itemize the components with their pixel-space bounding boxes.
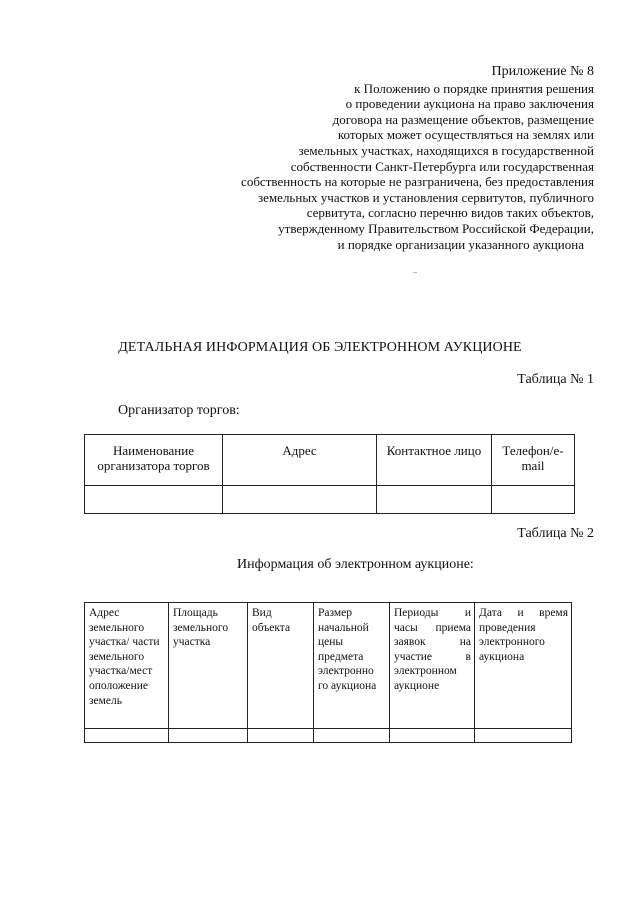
appendix-title: Приложение № 8 [491,64,594,79]
column-header-address: Адрес [223,435,377,486]
column-header-phone-email: Телефон/e-mail [492,435,575,486]
column-header-application-periods: Периоды и часы приема заявок на участие в электронном аукционе [390,603,475,729]
organizer-table [84,434,575,514]
column-header-land-address: Адрес земельного участка/ части земельного участка/мест оположение земель [85,603,169,729]
appendix-line: сервитута, согласно перечню видов таких объектов, [306,205,594,221]
table1-caption: Организатор торгов: [118,403,240,418]
appendix-line: собственности Санкт-Петербурга или государственная [290,158,594,174]
table-cell [85,729,169,743]
appendix-line: к Положению о порядке принятия решения [354,80,594,96]
column-header-land-area: Площадь земельного участка [169,603,248,729]
table1-label: Таблица № 1 [517,372,594,387]
appendix-line: земельных участках, находящихся в государственной [298,142,594,158]
appendix-line: которых может осуществляться на землях или [337,127,594,143]
appendix-line: о проведении аукциона на право заключения [345,96,594,112]
table-row [85,729,572,743]
auction-info-table [84,602,572,743]
column-header-initial-price: Размер начальной цены предмета электроннo го аукциона [314,603,390,729]
table-cell [248,729,314,743]
column-header-auction-datetime: Дата и время проведения электронного аукциона [475,603,572,729]
table-header-row [85,435,575,486]
appendix-header [164,64,594,252]
table-cell [314,729,390,743]
table-cell [169,729,248,743]
appendix-line: утвержденному Правительством Российской Федерации, [278,220,594,236]
column-header-object-type: Вид объекта [248,603,314,729]
table2-label: Таблица № 2 [517,526,594,541]
column-header-organizer-name: Наименование организатора торгов [85,435,223,486]
document-title: ДЕТАЛЬНАЯ ИНФОРМАЦИЯ ОБ ЭЛЕКТРОННОМ АУКЦИОНЕ [118,340,522,355]
column-header-contact-person: Контактное лицо [377,435,492,486]
table2-caption: Информация об электронном аукционе: [237,557,474,572]
table-cell [377,486,492,514]
appendix-line: и порядке организации указанного аукциона [337,236,584,252]
table-row [85,486,575,514]
appendix-line: договора на размещение объектов, размещение [332,111,594,127]
table-cell [390,729,475,743]
table-cell [475,729,572,743]
scan-mark [413,272,417,273]
table-cell [223,486,377,514]
table-cell [492,486,575,514]
appendix-line: собственность на которые не разграничена, без предоставления [241,174,594,190]
table-header-row [85,603,572,729]
appendix-line: земельных участков и установления сервитутов, публичного [258,189,594,205]
table-cell [85,486,223,514]
